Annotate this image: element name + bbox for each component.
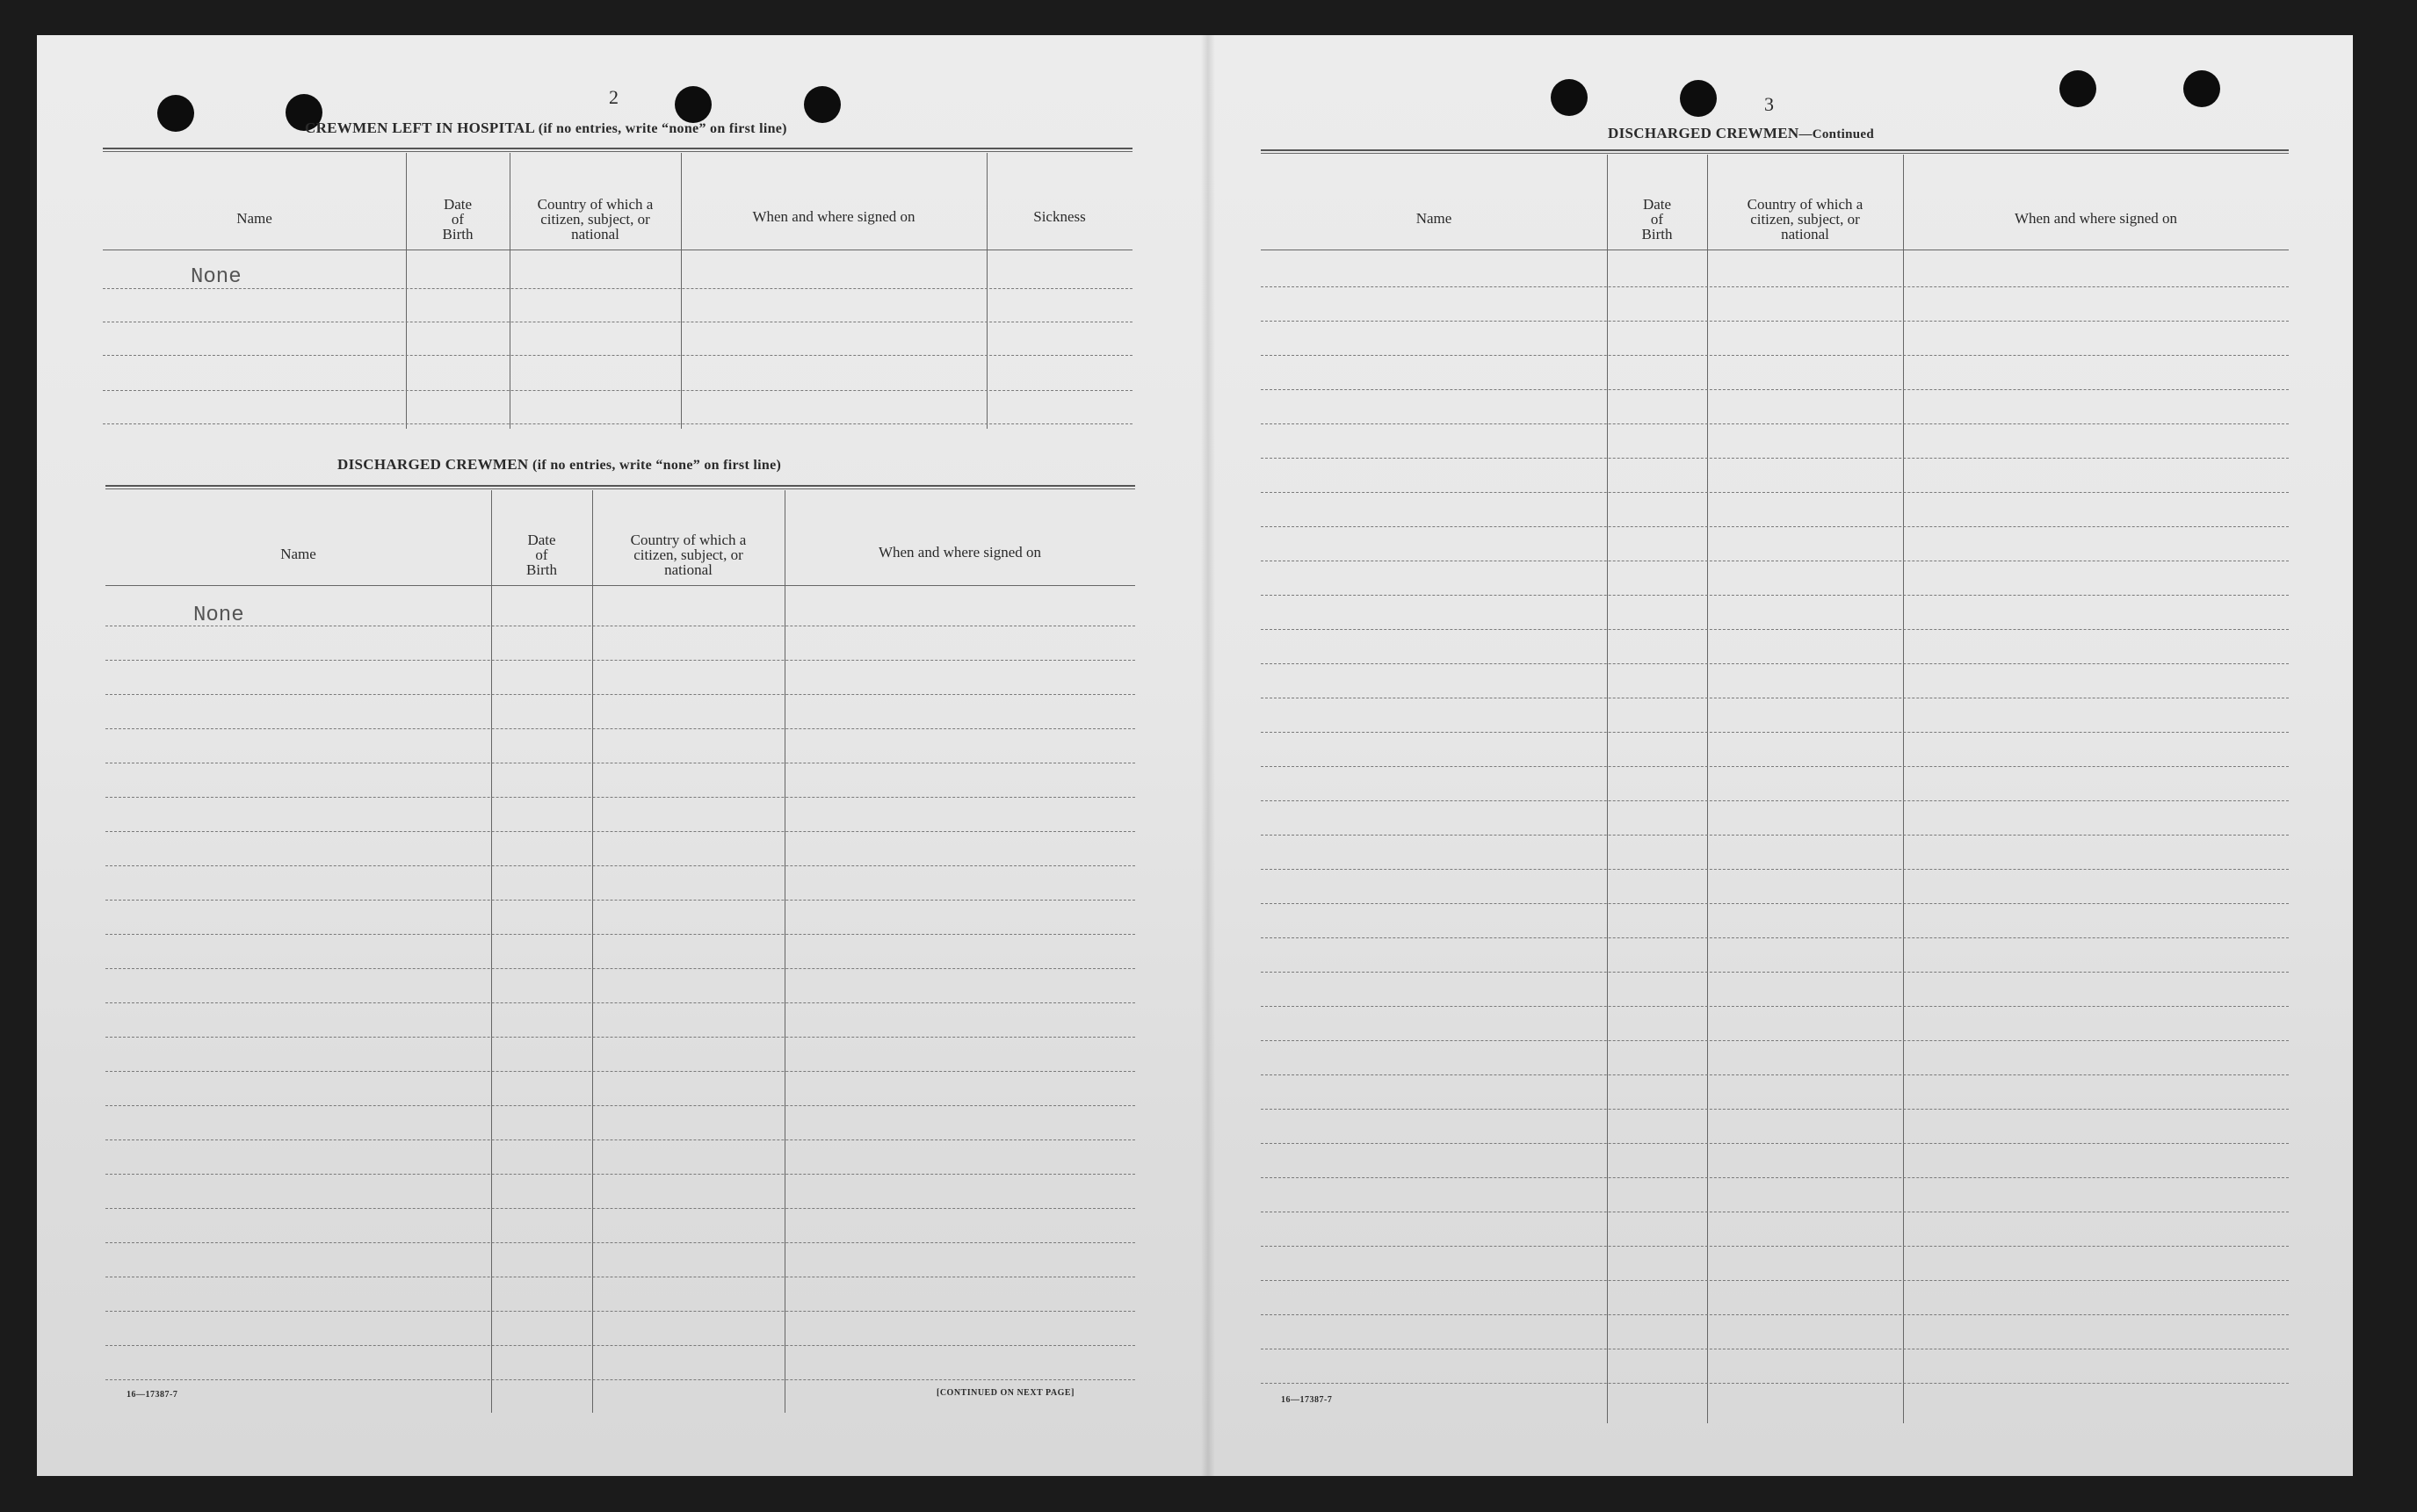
hospital-table (103, 148, 1133, 464)
header-bottom-rule (105, 585, 1135, 586)
table-row (105, 1311, 1135, 1312)
table-row (105, 1105, 1135, 1106)
table-row (103, 355, 1133, 356)
table-row (103, 423, 1133, 424)
header-dob-line: Birth (526, 561, 557, 578)
center-fold (1201, 35, 1215, 1476)
punch-hole (1680, 80, 1717, 117)
punch-hole (804, 86, 841, 123)
table-row (1261, 321, 2289, 322)
table-row (1261, 1143, 2289, 1144)
header-dob-line: Date (527, 532, 556, 548)
discharged-first-entry: None (193, 604, 244, 627)
table-row (105, 728, 1135, 729)
header-country-line: national (571, 226, 619, 242)
table-row (1261, 732, 2289, 733)
header-country-line: Country of which a (1747, 196, 1863, 213)
header-country (1707, 197, 1903, 242)
table-row (1261, 526, 2289, 527)
table-row (105, 1345, 1135, 1346)
header-country (510, 197, 681, 242)
form-number-right: 16—17387-7 (1281, 1395, 1333, 1405)
table-row (105, 1379, 1135, 1380)
table-row (1261, 1006, 2289, 1007)
table-row (105, 900, 1135, 901)
header-country-line: national (664, 561, 713, 578)
col-divider (592, 490, 593, 1413)
table-row (105, 934, 1135, 935)
table-row (105, 968, 1135, 969)
table-row (105, 1242, 1135, 1243)
hospital-instruction: (if no entries, write “none” on first line) (538, 121, 787, 136)
table-row (1261, 1246, 2289, 1247)
table-row (1261, 663, 2289, 664)
header-country-line: national (1781, 226, 1829, 242)
header-dob-line: Date (443, 196, 473, 213)
header-name: Name (1415, 210, 1452, 227)
table-row (1261, 903, 2289, 904)
hospital-title-text: CREWMEN LEFT IN HOSPITAL (305, 119, 535, 136)
col-divider (1903, 155, 1904, 1423)
header-name: Name (280, 546, 316, 562)
table-row (1261, 458, 2289, 459)
col-divider (681, 153, 682, 429)
punch-hole (157, 95, 194, 132)
col-divider (491, 490, 492, 1413)
table-row (103, 390, 1133, 391)
table-row (103, 288, 1133, 289)
header-dob-line: of (1650, 211, 1664, 228)
table-row (1261, 355, 2289, 356)
table-row (1261, 492, 2289, 493)
punch-hole (675, 86, 712, 123)
continued-title-text: DISCHARGED CREWMEN (1608, 125, 1799, 141)
header-country-line: citizen, subject, or (633, 546, 743, 563)
discharged-section-title (337, 456, 781, 474)
continued-suffix: —Continued (1798, 127, 1874, 141)
table-row (1261, 1109, 2289, 1110)
header-signed: When and where signed on (878, 544, 1042, 561)
punch-hole (2183, 70, 2220, 107)
header-dob-line: Date (1642, 196, 1672, 213)
hospital-section-title (305, 119, 787, 137)
table-row (1261, 766, 2289, 767)
continued-note: [CONTINUED ON NEXT PAGE] (937, 1388, 1075, 1398)
discharged-continued-title (1608, 125, 1874, 142)
table-row (105, 1071, 1135, 1072)
page-number-left: 2 (609, 86, 619, 108)
header-signed: When and where signed on (2014, 210, 2178, 227)
col-divider (1607, 155, 1608, 1423)
table-top-rule-2 (105, 488, 1135, 489)
header-dob-line: Birth (442, 226, 474, 242)
header-dob-line: Birth (1641, 226, 1673, 242)
hospital-first-entry: None (191, 265, 242, 289)
table-row (105, 831, 1135, 832)
discharged-continued-table (1261, 149, 2289, 1423)
table-top-rule-2 (103, 151, 1133, 152)
header-signed: When and where signed on (752, 208, 915, 225)
page-number-right: 3 (1764, 93, 1774, 115)
header-country-line: Country of which a (537, 196, 654, 213)
table-top-rule-2 (1261, 153, 2289, 154)
table-row (1261, 1280, 2289, 1281)
table-row (1261, 1040, 2289, 1041)
col-divider (1707, 155, 1708, 1423)
table-row (105, 865, 1135, 866)
form-number-left: 16—17387-7 (127, 1390, 178, 1400)
table-row (105, 1174, 1135, 1175)
header-name: Name (236, 210, 272, 227)
punch-hole (1551, 79, 1588, 116)
header-dob-line: of (535, 546, 548, 563)
table-row (1261, 1177, 2289, 1178)
table-row (1261, 937, 2289, 938)
header-dob (406, 197, 510, 242)
table-row (1261, 835, 2289, 836)
table-row (1261, 595, 2289, 596)
table-row (1261, 972, 2289, 973)
table-row (1261, 1074, 2289, 1075)
header-sickness: Sickness (1033, 208, 1086, 225)
header-country-line: citizen, subject, or (540, 211, 650, 228)
col-divider (987, 153, 988, 429)
header-dob-line: of (451, 211, 465, 228)
header-country-line: citizen, subject, or (1750, 211, 1860, 228)
header-country-line: Country of which a (630, 532, 747, 548)
table-row (1261, 869, 2289, 870)
header-dob (1607, 197, 1707, 242)
punch-hole (2059, 70, 2096, 107)
col-divider (406, 153, 407, 429)
table-top-rule (103, 148, 1133, 149)
header-country (592, 532, 785, 577)
table-row (105, 694, 1135, 695)
table-row (105, 1002, 1135, 1003)
table-row (105, 660, 1135, 661)
discharged-title-text: DISCHARGED CREWMEN (337, 456, 529, 473)
table-row (105, 1139, 1135, 1140)
discharged-instruction: (if no entries, write “none” on first line) (532, 458, 782, 473)
table-row (1261, 1383, 2289, 1384)
table-row (105, 797, 1135, 798)
table-row (1261, 423, 2289, 424)
header-dob (491, 532, 592, 577)
table-row (105, 1037, 1135, 1038)
table-top-rule (105, 485, 1135, 487)
table-row (1261, 286, 2289, 287)
table-row (1261, 389, 2289, 390)
table-row (105, 1208, 1135, 1209)
table-row (1261, 800, 2289, 801)
table-top-rule (1261, 149, 2289, 151)
discharged-table (105, 485, 1135, 1416)
table-row (1261, 629, 2289, 630)
form-sheet (37, 35, 2353, 1476)
table-row (1261, 1314, 2289, 1315)
